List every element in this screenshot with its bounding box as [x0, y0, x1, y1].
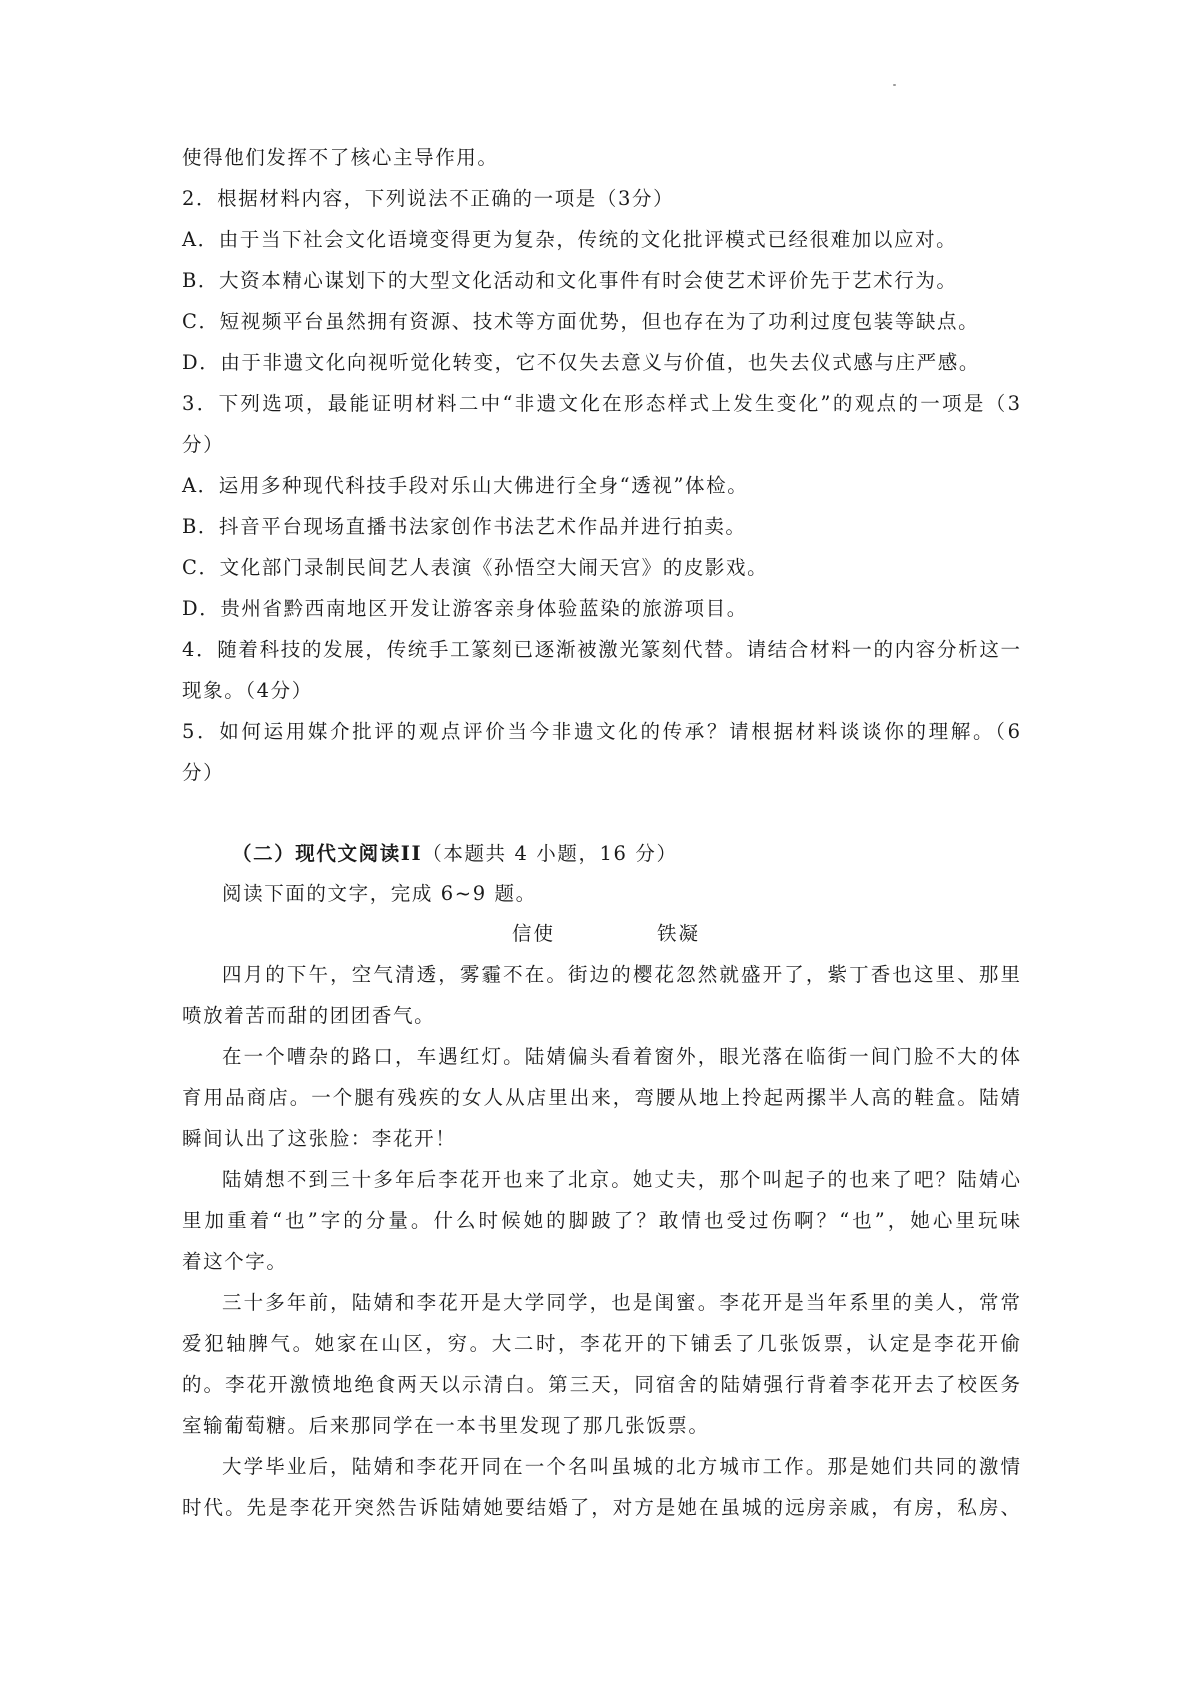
story-line: 室输葡萄糖。后来那同学在一本书里发现了那几张饭票。	[182, 1414, 710, 1437]
option-3b: B．抖音平台现场直播书法家创作书法艺术作品并进行拍卖。	[182, 515, 747, 538]
option-2c: C．短视频平台虽然拥有资源、技术等方面优势，但也存在为了功利过度包装等缺点。	[182, 310, 980, 333]
story-line: 四月的下午，空气清透，雾霾不在。街边的樱花忽然就盛开了，紫丁香也这里、那里	[222, 963, 1020, 986]
question-3-cont: 分）	[182, 433, 225, 456]
section-heading-title: （二）现代文阅读II	[232, 842, 423, 865]
question-5: 5．如何运用媒介批评的观点评价当今非遗文化的传承？请根据材料谈谈你的理解。（6	[182, 720, 1020, 743]
story-line: 里加重着“也”字的分量。什么时候她的脚跛了？敢情也受过伤啊？“也”，她心里玩味	[182, 1209, 1020, 1232]
text-line: 使得他们发挥不了核心主导作用。	[182, 146, 499, 169]
option-3d: D．贵州省黔西南地区开发让游客亲身体验蓝染的旅游项目。	[182, 597, 748, 620]
story-line: 喷放着苦而甜的团团香气。	[182, 1004, 436, 1027]
story-author: 铁凝	[657, 922, 701, 945]
story-line: 爱犯轴脾气。她家在山区，穷。大二时，李花开的下铺丢了几张饭票，认定是李花开偷	[182, 1332, 1020, 1355]
option-2a: A．由于当下社会文化语境变得更为复杂，传统的文化批评模式已经很难加以应对。	[182, 228, 958, 251]
question-5-cont: 分）	[182, 761, 225, 784]
story-line: 在一个嘈杂的路口，车遇红灯。陆婧偏头看着窗外，眼光落在临街一间门脸不大的体	[222, 1045, 1020, 1068]
option-3c: C．文化部门录制民间艺人表演《孙悟空大闹天宫》的皮影戏。	[182, 556, 769, 579]
story-line: 的。李花开激愤地绝食两天以示清白。第三天，同宿舍的陆婧强行背着李花开去了校医务	[182, 1373, 1020, 1396]
question-2: 2．根据材料内容，下列说法不正确的一项是（3分）	[182, 187, 675, 210]
story-line: 着这个字。	[182, 1250, 288, 1273]
story-title: 信使	[512, 922, 556, 945]
question-4: 4．随着科技的发展，传统手工篆刻已逐渐被激光篆刻代替。请结合材料一的内容分析这一	[182, 638, 1020, 661]
section-instruction: 阅读下面的文字，完成 6~9 题。	[222, 882, 537, 905]
story-line: 三十多年前，陆婧和李花开是大学同学，也是闺蜜。李花开是当年系里的美人，常常	[222, 1291, 1020, 1314]
question-4-cont: 现象。（4分）	[182, 679, 313, 702]
story-line: 陆婧想不到三十多年后李花开也来了北京。她丈夫，那个叫起子的也来了吧？陆婧心	[222, 1168, 1020, 1191]
story-line: 瞬间认出了这张脸：李花开！	[182, 1127, 457, 1150]
section-heading-note: （本题共 4 小题，16 分）	[422, 842, 678, 865]
option-2d: D．由于非遗文化向视听觉化转变，它不仅失去意义与价值，也失去仪式感与庄严感。	[182, 351, 980, 374]
question-3: 3．下列选项，最能证明材料二中“非遗文化在形态样式上发生变化”的观点的一项是（3	[182, 392, 1020, 415]
story-line: 时代。先是李花开突然告诉陆婧她要结婚了，对方是她在虽城的远房亲戚，有房，私房、	[182, 1496, 1020, 1519]
section-heading	[232, 840, 678, 868]
story-line: 育用品商店。一个腿有残疾的女人从店里出来，弯腰从地上拎起两摞半人高的鞋盒。陆婧	[182, 1086, 1020, 1109]
story-line: 大学毕业后，陆婧和李花开同在一个名叫虽城的北方城市工作。那是她们共同的激情	[222, 1455, 1020, 1478]
option-2b: B．大资本精心谋划下的大型文化活动和文化事件有时会使艺术评价先于艺术行为。	[182, 269, 958, 292]
scan-dot	[893, 84, 896, 86]
option-3a: A．运用多种现代科技手段对乐山大佛进行全身“透视”体检。	[182, 474, 749, 497]
